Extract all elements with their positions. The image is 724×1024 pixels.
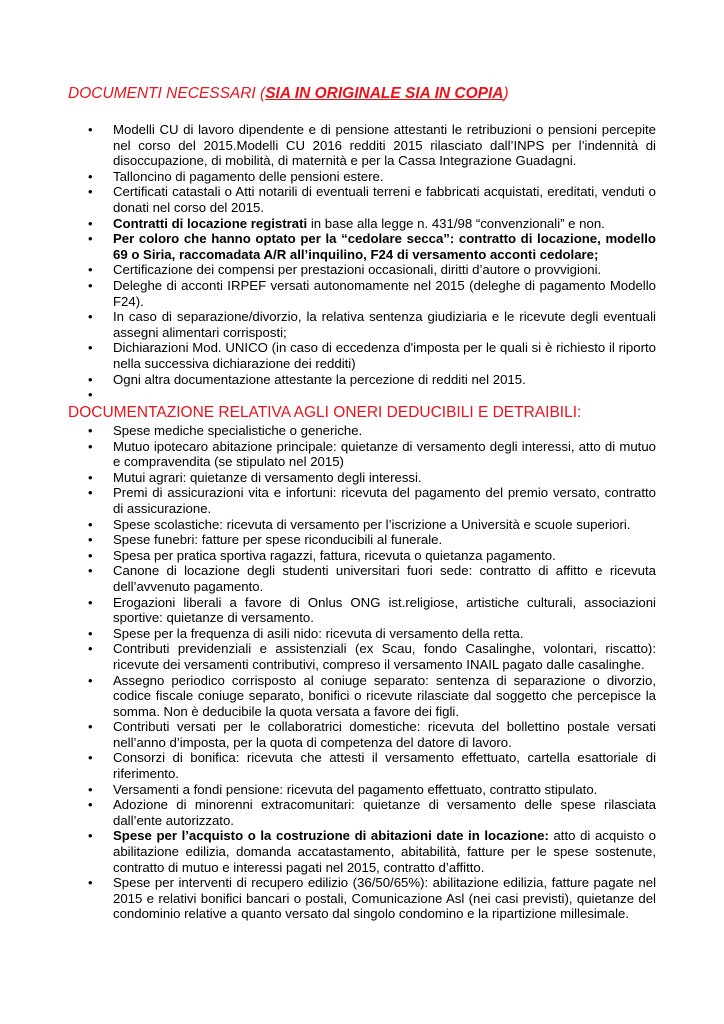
item-bold-text: Contratti di locazione registrati [113, 215, 308, 231]
bullet-icon: • [88, 563, 93, 579]
item-text: Modelli CU di lavoro dipendente e di pensione attestanti le retribuzioni o pensioni percepite nel corso del 2015.Modelli CU 2016 redditi 2015 rilasciato dall’INPS per l’indennità di disoccupazione, di mobilità, di maternità e per la Cassa Integrazione Guadagni. [113, 122, 656, 169]
item-text: Spese per la frequenza di asili nido: ricevuta di versamento della retta. [113, 625, 524, 641]
required-documents-list [0, 122, 724, 403]
list-item [0, 387, 724, 403]
bullet-icon: • [88, 625, 93, 641]
item-text: in base alla legge n. 431/98 “convenzionali” e non. [307, 215, 605, 231]
item-text: Versamenti a fondi pensione: ricevuta del pagamento effettuato, contratto stipulato. [113, 781, 598, 797]
bullet-icon: • [88, 340, 93, 356]
list-item [0, 782, 724, 798]
bullet-icon: • [88, 122, 93, 137]
item-text: Spesa per pratica sportiva ragazzi, fattura, ricevuta o quietanza pagamento. [113, 547, 556, 563]
list-item [0, 231, 724, 262]
item-text: Talloncino di pagamento delle pensioni estere. [113, 168, 384, 184]
bullet-icon: • [88, 641, 93, 657]
bullet-icon: • [88, 438, 93, 454]
list-item [0, 122, 724, 169]
bullet-icon: • [88, 277, 93, 293]
bullet-icon: • [88, 371, 93, 387]
list-item [0, 673, 724, 720]
item-text: Contributi previdenziali e assistenziali (ex Scau, fondo Casalinghe, volontari, riscatto): ricevute dei versamenti contributivi, compreso il versamento INAIL pagato dalle casalinghe. [113, 641, 656, 672]
item-text: Mutuo ipotecaro abitazione principale: quietanze di versamento degli interessi, atto di mutuo e compravendita (se stipulato nel 2015) [113, 438, 656, 470]
item-text: In caso di separazione/divorzio, la relativa sentenza giudiziaria e le ricevute degli eventuali assegni alimentari corrisposti; [113, 309, 656, 340]
list-item [0, 309, 724, 340]
list-item [0, 626, 724, 642]
item-text: Canone di locazione degli studenti universitari fuori sede: contratto di affitto e ricevuta dell’avvenuto pagamento. [113, 563, 656, 594]
heading-emphasis: SIA IN ORIGINALE SIA IN COPIA [265, 85, 504, 102]
item-text: Mutui agrari: quietanze di versamento degli interessi. [113, 469, 422, 485]
list-item [0, 719, 724, 750]
bullet-icon: • [88, 469, 93, 485]
list-item [0, 595, 724, 626]
list-item [0, 216, 724, 232]
list-item [0, 828, 724, 875]
section-heading-documents [68, 85, 668, 103]
item-text: Consorzi di bonifica: ricevuta che attesti il versamento effettuato, cartella esattoriale di riferimento. [113, 750, 656, 782]
item-text: Erogazioni liberali a favore di Onlus ONG ist.religiose, artistiche culturali, associazioni sportive: quietanze di versamento. [113, 594, 656, 626]
list-item [0, 184, 724, 215]
item-text: Certificati catastali o Atti notarili di eventuali terreni e fabbricati acquistati, ereditati, venduti o donati nel corso del 2015. [113, 184, 656, 215]
list-item [0, 169, 724, 185]
bullet-icon: • [88, 231, 93, 247]
item-text: Spese scolastiche: ricevuta di versamento per l’iscrizione a Università e scuole superiori. [113, 516, 631, 532]
list-item [0, 340, 724, 371]
item-text: Premi di assicurazioni vita e infortuni: ricevuta del pagamento del premio versato, contratto di assicurazione. [113, 485, 656, 516]
bullet-icon: • [88, 215, 93, 231]
bullet-icon: • [88, 828, 93, 844]
bullet-icon: • [88, 875, 93, 891]
bullet-icon: • [88, 594, 93, 610]
list-item [0, 532, 724, 548]
bullet-icon: • [88, 750, 93, 766]
item-text: Dichiarazioni Mod. UNICO (in caso di eccedenza d'imposta per le quali si è richiesto il riporto nella successiva dichiarazione dei redditi) [113, 340, 656, 371]
item-text: Deleghe di acconti IRPEF versati autonomamente nel 2015 (deleghe di pagamento Modello F24). [113, 277, 656, 309]
bullet-icon: • [88, 797, 93, 813]
item-text: atto di acquisto o abilitazione edilizia, domanda accatastamento, abitabilità, fatture per le spese sostenute, contratto di mutuo e interessi pagati nel 2015, contratto d’affitto. [113, 828, 656, 875]
bullet-icon: • [88, 485, 93, 501]
item-text: Spese funebri: fatture per spese riconducibili al funerale. [113, 532, 443, 548]
item-text: Spese per interventi di recupero edilizio (36/50/65%): abilitazione edilizia, fatture pagate nel 2015 e relativi bonifici bancari o postali, Comunicazione Asl (nei casi previsti), quietanze del condominio relative a quanto versato dal singolo condomino e la ripartizione millesimale. [113, 875, 656, 922]
bullet-icon: • [88, 168, 93, 184]
list-item [0, 439, 724, 470]
bullet-icon: • [88, 262, 93, 278]
list-item [0, 641, 724, 672]
section-heading-deductions: DOCUMENTAZIONE RELATIVA AGLI ONERI DEDUCIBILI E DETRAIBILI: [68, 404, 582, 421]
item-text: Spese mediche specialistiche o generiche. [113, 423, 363, 438]
list-item [0, 470, 724, 486]
bullet-icon: • [88, 309, 93, 325]
list-item [0, 797, 724, 828]
heading-prefix: DOCUMENTI NECESSARI ( [68, 85, 266, 102]
deductions-documents-list [0, 423, 724, 922]
bullet-icon: • [88, 516, 93, 532]
list-item [0, 372, 724, 388]
item-text: Contributi versati per le collaboratrici domestiche: ricevuta del bollettino postale versati nell’anno d’imposta, per la quota di competenza del datore di lavoro. [113, 719, 656, 750]
bullet-icon: • [88, 184, 93, 200]
bullet-icon: • [88, 672, 93, 688]
item-bold-text: Per coloro che hanno optato per la “cedolare secca”: contratto di locazione, modello 69 o Siria, raccomadata A/R all’inquilino, F24 di versamento acconti cedolare; [113, 231, 656, 262]
bullet-icon: • [88, 532, 93, 548]
list-item [0, 563, 724, 594]
bullet-icon: • [88, 719, 93, 735]
bullet-icon: • [88, 423, 93, 438]
item-text: Assegno periodico corrisposto al coniuge separato: sentenza di separazione o divorzio, codice fiscale coniuge separato, bonifici o ricevute rilasciate dal soggetto che percepisce la somma. Non è deducibile la quota versata a favore dei figli. [113, 672, 656, 719]
list-item [0, 485, 724, 516]
list-item [0, 548, 724, 564]
item-bold-text: Spese per l’acquisto o la costruzione di abitazioni date in locazione: [113, 828, 549, 844]
list-item [0, 517, 724, 533]
list-item [0, 423, 724, 439]
item-text: Adozione di minorenni extracomunitari: quietanze di versamento delle spese rilasciata dall’ente autorizzato. [113, 797, 656, 828]
bullet-icon: • [88, 387, 93, 403]
list-item [0, 750, 724, 781]
item-text: Ogni altra documentazione attestante la percezione di redditi nel 2015. [113, 371, 526, 387]
bullet-icon: • [88, 547, 93, 563]
heading-suffix: ) [503, 85, 509, 102]
item-text: Certificazione dei compensi per prestazioni occasionali, diritti d’autore o provvigioni. [113, 262, 602, 278]
list-item [0, 875, 724, 922]
bullet-icon: • [88, 781, 93, 797]
list-item [0, 278, 724, 309]
item-text [113, 387, 117, 402]
list-item [0, 262, 724, 278]
